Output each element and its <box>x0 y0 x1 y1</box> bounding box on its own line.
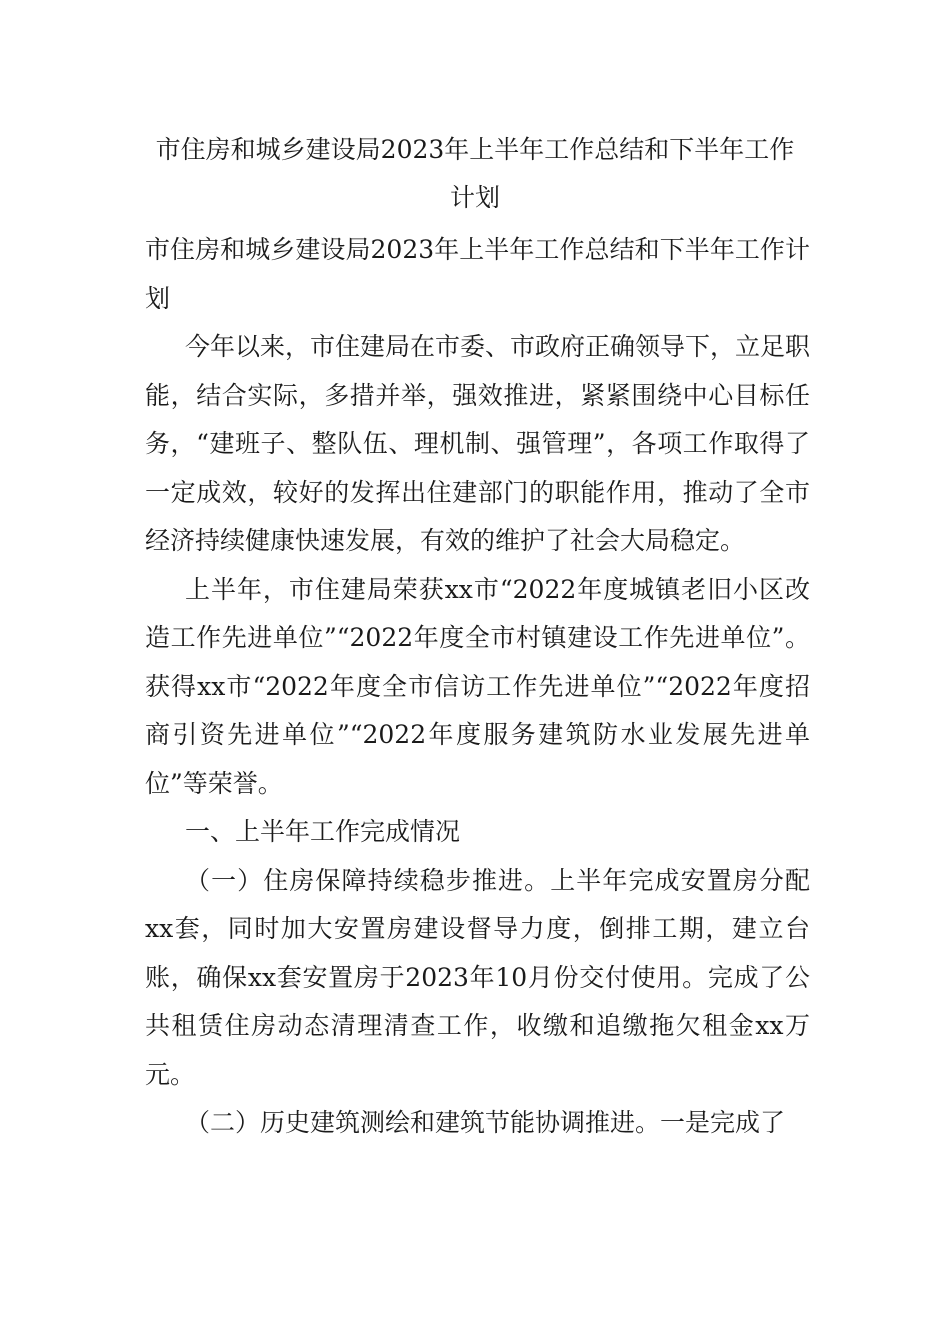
paragraph-intro: 今年以来，市住建局在市委、市政府正确领导下，立足职能，结合实际，多措并举，强效推进，紧紧围绕中心目标任务，“建班子、整队伍、理机制、强管理”，各项工作取得了一定成效，较好的发挥出住建部门的职能作用，推动了全市经济持续健康快速发展，有效的维护了社会大局稳定。 <box>145 332 811 555</box>
paragraph-honors: 上半年，市住建局荣获xx市“2022年度城镇老旧小区改造工作先进单位”“2022年度全市村镇建设工作先进单位”。获得xx市“2022年度全市信访工作先进单位”“2022年度招商引资先进单位”“2022年度服务建筑防水业发展先进单位”等荣誉。 <box>145 574 810 798</box>
paragraph-housing: （一）住房保障持续稳步推进。上半年完成安置房分配xx套，同时加大安置房建设督导力度，倒排工期，建立台账，确保xx套安置房于2023年10月份交付使用。完成了公共租赁住房动态清理清查工作，收缴和追缴拖欠租金xx万元。 <box>145 865 810 1089</box>
title-line-2: 计划 <box>449 183 500 212</box>
document-title <box>130 126 820 222</box>
document-subtitle: 市住房和城乡建设局2023年上半年工作总结和下半年工作计划 <box>145 235 810 313</box>
document-body <box>145 226 810 1148</box>
paragraph-historic-buildings: （二）历史建筑测绘和建筑节能协调推进。一是完成了 <box>185 1108 786 1137</box>
section-heading-1: 一、上半年工作完成情况 <box>185 817 461 846</box>
title-line-1: 市住房和城乡建设局2023年上半年工作总结和下半年工作 <box>155 135 795 164</box>
